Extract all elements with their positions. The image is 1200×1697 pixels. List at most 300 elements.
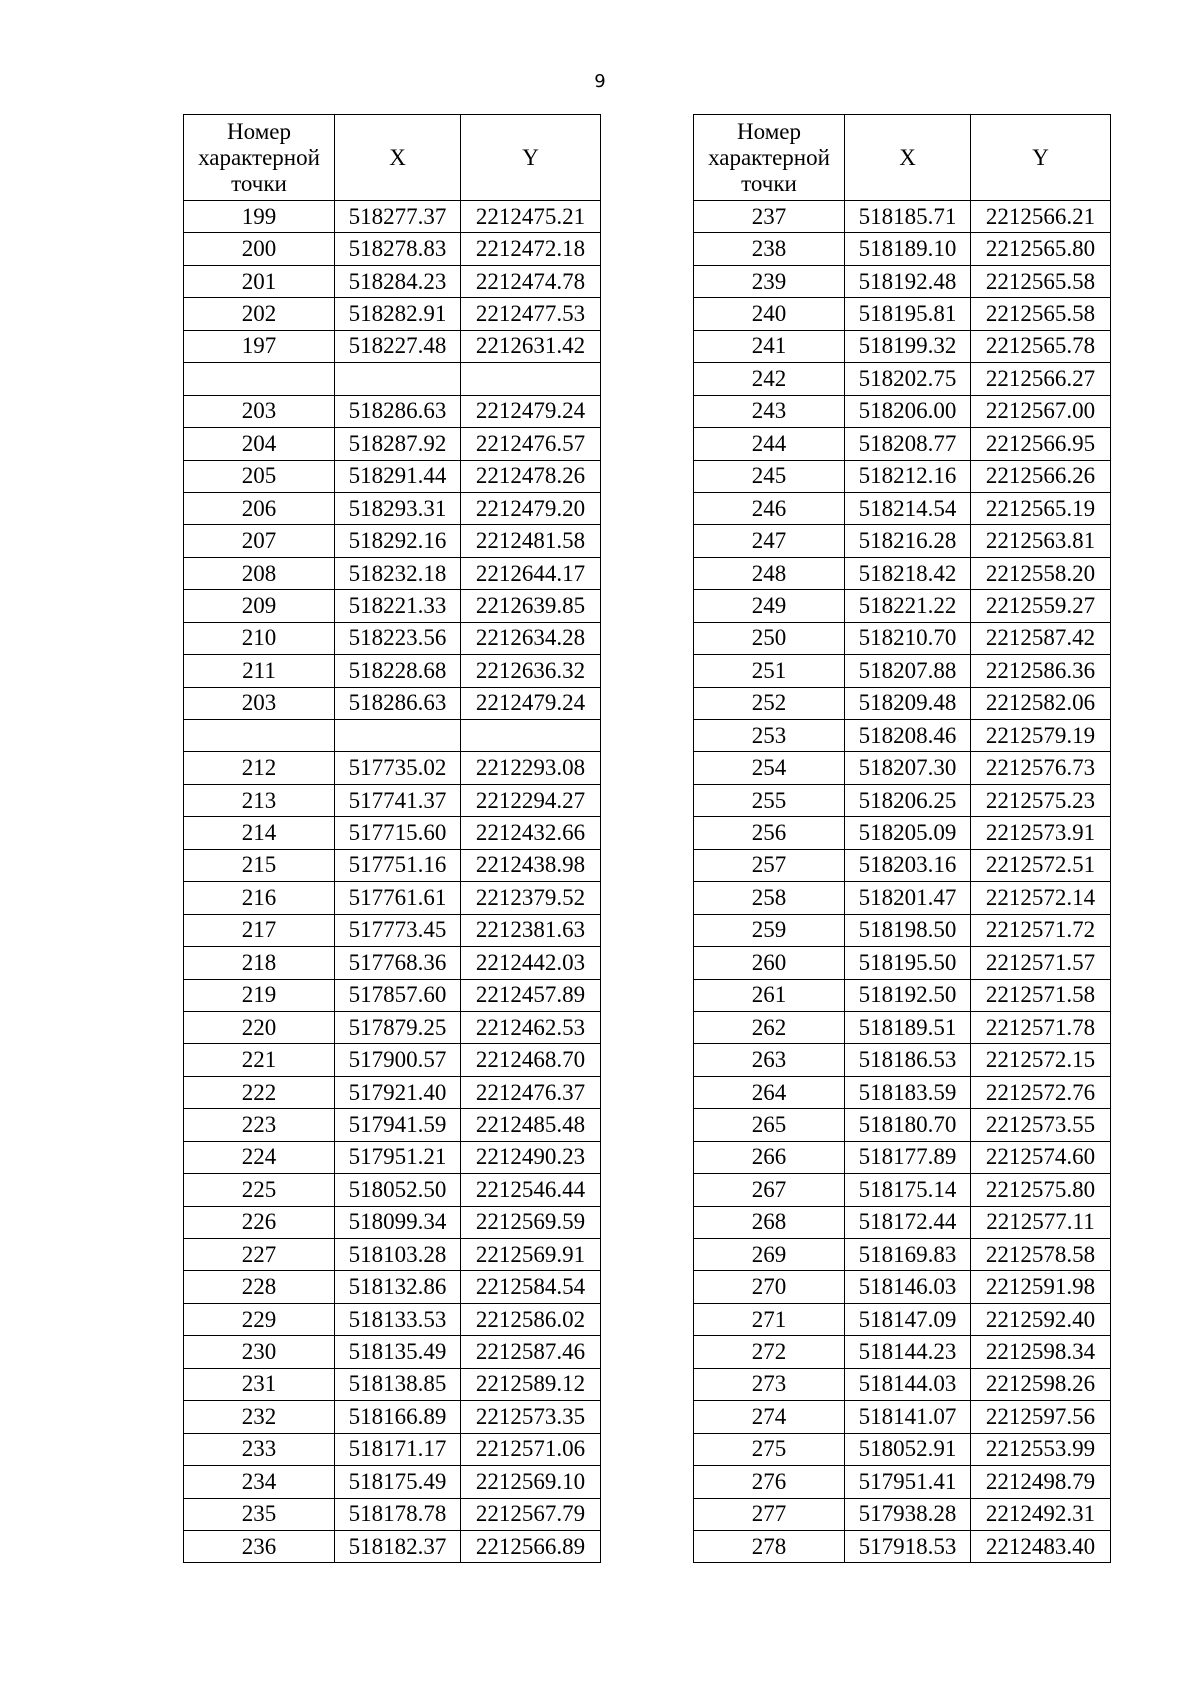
table-row [694, 655, 1111, 687]
cell-point-number: 245 [694, 460, 845, 492]
cell-point-number: 271 [694, 1303, 845, 1335]
table-row [694, 201, 1111, 233]
cell-point-number: 216 [184, 882, 335, 914]
cell-point-number: 243 [694, 395, 845, 427]
table-row [694, 622, 1111, 654]
cell-point-number: 217 [184, 914, 335, 946]
cell-point-number: 225 [184, 1174, 335, 1206]
cell-point-number: 228 [184, 1271, 335, 1303]
table-row [184, 1498, 601, 1530]
cell-x: 518177.89 [845, 1141, 971, 1173]
cell-x: 518293.31 [335, 492, 461, 524]
table-row [184, 1271, 601, 1303]
cell-point-number: 261 [694, 979, 845, 1011]
cell-point-number [184, 363, 335, 395]
cell-point-number: 277 [694, 1498, 845, 1530]
cell-point-number: 239 [694, 265, 845, 297]
table-row [184, 201, 601, 233]
cell-x: 518166.89 [335, 1401, 461, 1433]
cell-point-number: 248 [694, 557, 845, 589]
table-row [694, 687, 1111, 719]
cell-point-number: 256 [694, 817, 845, 849]
cell-y: 2212587.42 [971, 622, 1111, 654]
cell-x: 517761.61 [335, 882, 461, 914]
cell-point-number: 218 [184, 947, 335, 979]
cell-y: 2212569.91 [461, 1239, 601, 1271]
column-header-y: Y [461, 115, 601, 201]
cell-x: 518172.44 [845, 1206, 971, 1238]
table-body-left [184, 201, 601, 1563]
cell-y: 2212575.80 [971, 1174, 1111, 1206]
table-row [184, 882, 601, 914]
cell-y: 2212576.73 [971, 752, 1111, 784]
cell-x: 518208.46 [845, 720, 971, 752]
cell-x: 518195.81 [845, 298, 971, 330]
cell-y: 2212573.91 [971, 817, 1111, 849]
cell-point-number: 223 [184, 1109, 335, 1141]
cell-x: 517735.02 [335, 752, 461, 784]
cell-point-number: 254 [694, 752, 845, 784]
cell-point-number: 251 [694, 655, 845, 687]
cell-point-number: 234 [184, 1466, 335, 1498]
cell-point-number: 255 [694, 784, 845, 816]
cell-x: 517879.25 [335, 1011, 461, 1043]
cell-x: 517918.53 [845, 1530, 971, 1562]
cell-point-number: 203 [184, 395, 335, 427]
cell-y: 2212475.21 [461, 201, 601, 233]
cell-x: 517941.59 [335, 1109, 461, 1141]
cell-y: 2212571.78 [971, 1011, 1111, 1043]
cell-y: 2212481.58 [461, 525, 601, 557]
table-row [184, 492, 601, 524]
cell-x: 518207.88 [845, 655, 971, 687]
cell-x: 518206.00 [845, 395, 971, 427]
cell-point-number: 252 [694, 687, 845, 719]
cell-point-number: 221 [184, 1044, 335, 1076]
column-header-y: Y [971, 115, 1111, 201]
table-row [694, 330, 1111, 362]
cell-point-number: 246 [694, 492, 845, 524]
cell-x: 518202.75 [845, 363, 971, 395]
table-row [694, 1336, 1111, 1368]
cell-x: 518208.77 [845, 428, 971, 460]
cell-x: 518282.91 [335, 298, 461, 330]
header-num-line2: характерной [198, 144, 320, 170]
cell-point-number: 213 [184, 784, 335, 816]
cell-point-number: 273 [694, 1368, 845, 1400]
column-header-x: X [335, 115, 461, 201]
cell-y: 2212553.99 [971, 1433, 1111, 1465]
cell-y: 2212438.98 [461, 849, 601, 881]
cell-point-number: 210 [184, 622, 335, 654]
cell-point-number: 229 [184, 1303, 335, 1335]
cell-x: 518287.92 [335, 428, 461, 460]
cell-x: 518212.16 [845, 460, 971, 492]
cell-point-number: 276 [694, 1466, 845, 1498]
cell-point-number: 232 [184, 1401, 335, 1433]
cell-x: 518203.16 [845, 849, 971, 881]
table-row [694, 363, 1111, 395]
table-row [694, 492, 1111, 524]
table-row [184, 784, 601, 816]
table-row [184, 1044, 601, 1076]
table-header-row [694, 115, 1111, 201]
cell-point-number: 258 [694, 882, 845, 914]
coordinates-table-right [693, 114, 1111, 1563]
cell-point-number: 250 [694, 622, 845, 654]
table-row [184, 622, 601, 654]
table-row [184, 265, 601, 297]
cell-point-number: 244 [694, 428, 845, 460]
cell-point-number: 267 [694, 1174, 845, 1206]
cell-x: 518138.85 [335, 1368, 461, 1400]
table-row [694, 849, 1111, 881]
cell-y: 2212566.89 [461, 1530, 601, 1562]
table-row [694, 1401, 1111, 1433]
table-row [694, 265, 1111, 297]
cell-x: 518132.86 [335, 1271, 461, 1303]
table-row [184, 1076, 601, 1108]
table-row [694, 1174, 1111, 1206]
cell-point-number: 274 [694, 1401, 845, 1433]
cell-x: 518218.42 [845, 557, 971, 589]
table-row [184, 363, 601, 395]
table-row [694, 428, 1111, 460]
table-row [694, 1466, 1111, 1498]
table-row [184, 1336, 601, 1368]
table-row [184, 590, 601, 622]
cell-point-number: 241 [694, 330, 845, 362]
cell-x: 518292.16 [335, 525, 461, 557]
table-row [184, 428, 601, 460]
cell-y: 2212474.78 [461, 265, 601, 297]
table-row [694, 720, 1111, 752]
cell-point-number: 235 [184, 1498, 335, 1530]
cell-y: 2212639.85 [461, 590, 601, 622]
coordinates-table-left [183, 114, 601, 1563]
cell-x: 518195.50 [845, 947, 971, 979]
cell-x: 518189.10 [845, 233, 971, 265]
cell-point-number: 278 [694, 1530, 845, 1562]
table-row [184, 1109, 601, 1141]
cell-y: 2212546.44 [461, 1174, 601, 1206]
cell-x: 517751.16 [335, 849, 461, 881]
cell-x: 517951.41 [845, 1466, 971, 1498]
cell-y [461, 720, 601, 752]
cell-x [335, 720, 461, 752]
cell-x: 518214.54 [845, 492, 971, 524]
cell-y: 2212569.59 [461, 1206, 601, 1238]
table-row [694, 233, 1111, 265]
cell-x: 518182.37 [335, 1530, 461, 1562]
header-num-line2: характерной [708, 144, 830, 170]
cell-y: 2212634.28 [461, 622, 601, 654]
cell-y: 2212479.20 [461, 492, 601, 524]
cell-point-number: 238 [694, 233, 845, 265]
cell-y: 2212293.08 [461, 752, 601, 784]
cell-y: 2212566.26 [971, 460, 1111, 492]
cell-y: 2212571.58 [971, 979, 1111, 1011]
cell-point-number: 204 [184, 428, 335, 460]
cell-y: 2212468.70 [461, 1044, 601, 1076]
table-row [694, 1433, 1111, 1465]
table-row [184, 525, 601, 557]
cell-point-number: 236 [184, 1530, 335, 1562]
cell-y: 2212462.53 [461, 1011, 601, 1043]
table-row [184, 752, 601, 784]
cell-y: 2212582.06 [971, 687, 1111, 719]
cell-y: 2212558.20 [971, 557, 1111, 589]
cell-point-number: 230 [184, 1336, 335, 1368]
table-row [694, 914, 1111, 946]
cell-y: 2212578.58 [971, 1239, 1111, 1271]
cell-y: 2212567.79 [461, 1498, 601, 1530]
cell-point-number: 260 [694, 947, 845, 979]
cell-point-number: 237 [694, 201, 845, 233]
cell-x: 518099.34 [335, 1206, 461, 1238]
table-row [694, 1498, 1111, 1530]
cell-y: 2212477.53 [461, 298, 601, 330]
cell-x: 518284.23 [335, 265, 461, 297]
cell-y: 2212566.27 [971, 363, 1111, 395]
cell-point-number: 207 [184, 525, 335, 557]
cell-y: 2212492.31 [971, 1498, 1111, 1530]
table-row [184, 298, 601, 330]
cell-point-number: 249 [694, 590, 845, 622]
cell-y: 2212476.37 [461, 1076, 601, 1108]
cell-x: 518175.14 [845, 1174, 971, 1206]
cell-x [335, 363, 461, 395]
cell-y: 2212472.18 [461, 233, 601, 265]
cell-x: 517768.36 [335, 947, 461, 979]
table-row [694, 1530, 1111, 1562]
cell-point-number: 247 [694, 525, 845, 557]
table-row [694, 1271, 1111, 1303]
column-header-x: X [845, 115, 971, 201]
cell-point-number: 259 [694, 914, 845, 946]
cell-x: 518209.48 [845, 687, 971, 719]
table-row [184, 655, 601, 687]
cell-point-number: 269 [694, 1239, 845, 1271]
cell-point-number: 200 [184, 233, 335, 265]
page-number: 9 [594, 71, 606, 92]
table-row [184, 1530, 601, 1562]
column-header-point-number [694, 115, 845, 201]
table-row [184, 557, 601, 589]
table-header-row [184, 115, 601, 201]
table-row [184, 979, 601, 1011]
cell-point-number: 233 [184, 1433, 335, 1465]
cell-x: 518103.28 [335, 1239, 461, 1271]
cell-y: 2212571.57 [971, 947, 1111, 979]
table-row [694, 784, 1111, 816]
cell-point-number: 209 [184, 590, 335, 622]
cell-point-number [184, 720, 335, 752]
cell-y: 2212559.27 [971, 590, 1111, 622]
cell-point-number: 199 [184, 201, 335, 233]
table-row [694, 979, 1111, 1011]
cell-x: 518198.50 [845, 914, 971, 946]
cell-y: 2212565.19 [971, 492, 1111, 524]
cell-y: 2212567.00 [971, 395, 1111, 427]
cell-x: 518185.71 [845, 201, 971, 233]
table-row [694, 1044, 1111, 1076]
cell-x: 518221.33 [335, 590, 461, 622]
table-row [184, 395, 601, 427]
cell-point-number: 214 [184, 817, 335, 849]
cell-y: 2212572.15 [971, 1044, 1111, 1076]
cell-point-number: 215 [184, 849, 335, 881]
cell-x: 518277.37 [335, 201, 461, 233]
table-body-right [694, 201, 1111, 1563]
table-row [694, 395, 1111, 427]
cell-point-number: 211 [184, 655, 335, 687]
table-row [694, 1206, 1111, 1238]
table-row [694, 1141, 1111, 1173]
table-row [184, 233, 601, 265]
cell-point-number: 224 [184, 1141, 335, 1173]
cell-y: 2212592.40 [971, 1303, 1111, 1335]
table-row [184, 1011, 601, 1043]
header-num-line3: точки [231, 170, 287, 196]
table-row [184, 687, 601, 719]
table-row [184, 947, 601, 979]
cell-y: 2212644.17 [461, 557, 601, 589]
cell-x: 517741.37 [335, 784, 461, 816]
cell-point-number: 219 [184, 979, 335, 1011]
cell-point-number: 257 [694, 849, 845, 881]
cell-y: 2212571.06 [461, 1433, 601, 1465]
cell-point-number: 275 [694, 1433, 845, 1465]
table-row [184, 1466, 601, 1498]
cell-x: 518210.70 [845, 622, 971, 654]
cell-y: 2212565.78 [971, 330, 1111, 362]
cell-y: 2212566.21 [971, 201, 1111, 233]
cell-y: 2212572.76 [971, 1076, 1111, 1108]
cell-y: 2212573.55 [971, 1109, 1111, 1141]
cell-x: 518278.83 [335, 233, 461, 265]
cell-point-number: 203 [184, 687, 335, 719]
cell-x: 517951.21 [335, 1141, 461, 1173]
cell-y: 2212563.81 [971, 525, 1111, 557]
cell-x: 518206.25 [845, 784, 971, 816]
table-row [694, 590, 1111, 622]
cell-x: 517857.60 [335, 979, 461, 1011]
table-row [694, 557, 1111, 589]
cell-y: 2212572.14 [971, 882, 1111, 914]
cell-y: 2212498.79 [971, 1466, 1111, 1498]
cell-x: 518144.23 [845, 1336, 971, 1368]
cell-y: 2212490.23 [461, 1141, 601, 1173]
cell-x: 518178.78 [335, 1498, 461, 1530]
cell-y: 2212457.89 [461, 979, 601, 1011]
cell-point-number: 240 [694, 298, 845, 330]
cell-y: 2212579.19 [971, 720, 1111, 752]
cell-x: 518175.49 [335, 1466, 461, 1498]
table-row [694, 1239, 1111, 1271]
cell-y: 2212591.98 [971, 1271, 1111, 1303]
cell-y: 2212598.26 [971, 1368, 1111, 1400]
cell-y: 2212569.10 [461, 1466, 601, 1498]
cell-y: 2212598.34 [971, 1336, 1111, 1368]
table-row [694, 752, 1111, 784]
table-row [184, 720, 601, 752]
cell-x: 518186.53 [845, 1044, 971, 1076]
cell-y: 2212636.32 [461, 655, 601, 687]
table-row [184, 914, 601, 946]
table-row [694, 882, 1111, 914]
table-row [184, 1401, 601, 1433]
header-num-line1: Номер [227, 118, 291, 144]
cell-x: 518216.28 [845, 525, 971, 557]
table-row [694, 1368, 1111, 1400]
cell-y: 2212379.52 [461, 882, 601, 914]
cell-y: 2212483.40 [971, 1530, 1111, 1562]
cell-x: 518192.48 [845, 265, 971, 297]
cell-y: 2212577.11 [971, 1206, 1111, 1238]
table-row [694, 1109, 1111, 1141]
cell-x: 518291.44 [335, 460, 461, 492]
cell-y: 2212586.02 [461, 1303, 601, 1335]
table-row [184, 1303, 601, 1335]
cell-y: 2212586.36 [971, 655, 1111, 687]
cell-y: 2212479.24 [461, 687, 601, 719]
cell-x: 518180.70 [845, 1109, 971, 1141]
table-row [184, 817, 601, 849]
cell-x: 518135.49 [335, 1336, 461, 1368]
table-row [184, 1174, 601, 1206]
cell-x: 517900.57 [335, 1044, 461, 1076]
cell-x: 518189.51 [845, 1011, 971, 1043]
cell-x: 518171.17 [335, 1433, 461, 1465]
cell-point-number: 266 [694, 1141, 845, 1173]
table-row [694, 947, 1111, 979]
cell-y: 2212565.58 [971, 265, 1111, 297]
cell-y: 2212294.27 [461, 784, 601, 816]
table-row [694, 1303, 1111, 1335]
cell-y: 2212566.95 [971, 428, 1111, 460]
column-header-point-number [184, 115, 335, 201]
cell-point-number: 272 [694, 1336, 845, 1368]
cell-y: 2212589.12 [461, 1368, 601, 1400]
cell-x: 518286.63 [335, 687, 461, 719]
cell-point-number: 264 [694, 1076, 845, 1108]
cell-point-number: 263 [694, 1044, 845, 1076]
cell-x: 518227.48 [335, 330, 461, 362]
cell-point-number: 227 [184, 1239, 335, 1271]
cell-point-number: 205 [184, 460, 335, 492]
header-num-line1: Номер [737, 118, 801, 144]
cell-point-number: 268 [694, 1206, 845, 1238]
cell-y: 2212381.63 [461, 914, 601, 946]
table-row [184, 1239, 601, 1271]
cell-x: 518052.50 [335, 1174, 461, 1206]
cell-y: 2212432.66 [461, 817, 601, 849]
table-row [694, 460, 1111, 492]
cell-x: 518192.50 [845, 979, 971, 1011]
table-row [694, 1076, 1111, 1108]
cell-y: 2212631.42 [461, 330, 601, 362]
cell-x: 518201.47 [845, 882, 971, 914]
cell-point-number: 220 [184, 1011, 335, 1043]
cell-point-number: 208 [184, 557, 335, 589]
cell-point-number: 242 [694, 363, 845, 395]
cell-y: 2212572.51 [971, 849, 1111, 881]
table-row [694, 525, 1111, 557]
table-row [184, 1206, 601, 1238]
cell-x: 518052.91 [845, 1433, 971, 1465]
table-row [694, 298, 1111, 330]
